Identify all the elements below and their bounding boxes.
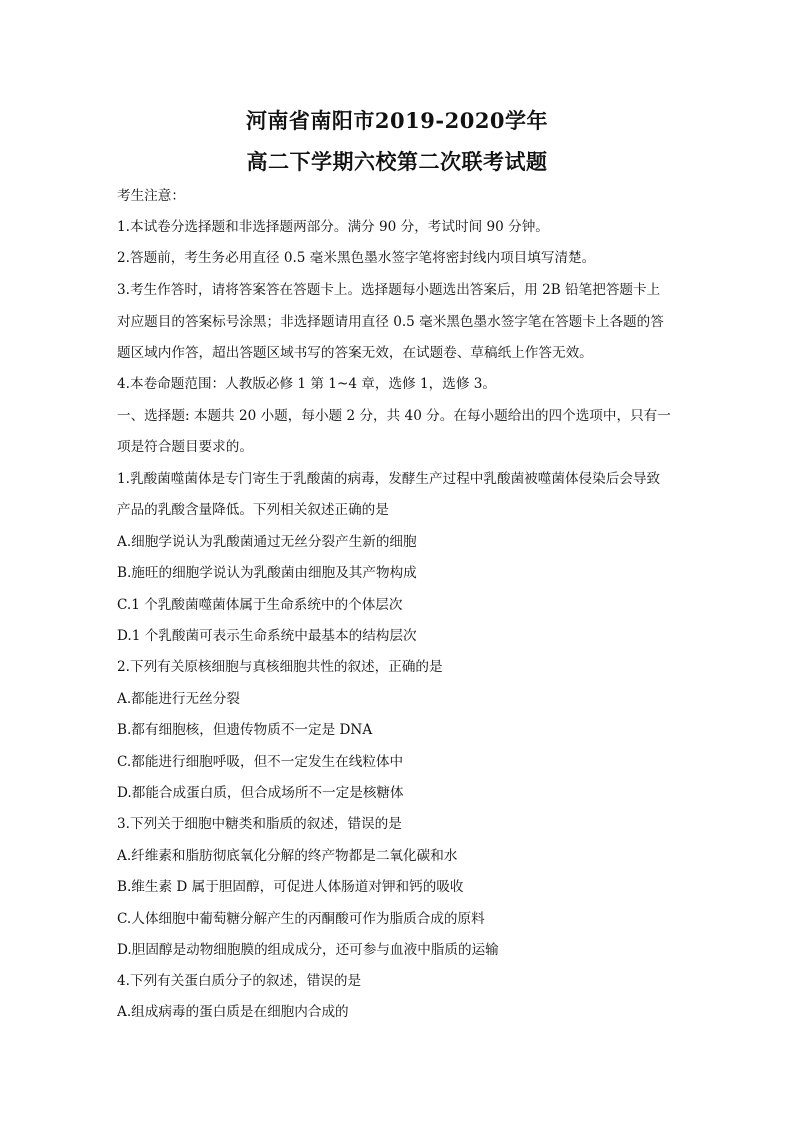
text-line: A.纤维素和脂肪彻底氧化分解的终产物都是二氧化碳和水: [117, 848, 458, 864]
text-line: 3.考生作答时，请将答案答在答题卡上。选择题每小题选出答案后，用 2B 铅笔把答题卡上: [117, 282, 661, 298]
text-line: 一、选择题: 本题共 20 小题，每小题 2 分，共 40 分。在每小题给出的四个选项中，只有一: [117, 408, 671, 424]
text-line: 产品的乳酸含量降低。下列相关叙述正确的是: [117, 502, 389, 518]
title-line-1: 河南省南阳市2019-2020学年: [245, 108, 549, 133]
text-line: A.都能进行无丝分裂: [117, 691, 240, 707]
text-line: 2.下列有关原核细胞与真核细胞共性的叙述，正确的是: [117, 659, 443, 675]
text-line: 对应题目的答案标号涂黑；非选择题请用直径 0.5 毫米黑色墨水签字笔在答题卡上各题的答: [117, 314, 664, 330]
text-line: 3.下列关于细胞中糖类和脂质的叙述，错误的是: [117, 816, 402, 832]
text-line: 2.答题前，考生务必用直径 0.5 毫米黑色墨水签字笔将密封线内项目填写清楚。: [117, 250, 596, 266]
text-line: D.胆固醇是动物细胞膜的组成成分，还可参与血液中脂质的运输: [117, 942, 499, 958]
text-line: 4.本卷命题范围：人教版必修 1 第 1~4 章，选修 1，选修 3。: [117, 376, 496, 392]
text-line: B.施旺的细胞学说认为乳酸菌由细胞及其产物构成: [117, 565, 417, 581]
text-line: 项是符合题目要求的。: [117, 439, 253, 455]
text-line: D.1 个乳酸菌可表示生命系统中最基本的结构层次: [117, 628, 417, 644]
text-line: 4.下列有关蛋白质分子的叙述，错误的是: [117, 973, 362, 989]
text-line: C.都能进行细胞呼吸，但不一定发生在线粒体中: [117, 754, 404, 770]
text-line: 1.乳酸菌噬菌体是专门寄生于乳酸菌的病毒，发酵生产过程中乳酸菌被噬菌体侵染后会导致: [117, 471, 661, 487]
title-line-2: 高二下学期六校第二次联考试题: [246, 149, 548, 174]
text-line: A.细胞学说认为乳酸菌通过无丝分裂产生新的细胞: [117, 534, 417, 550]
text-line: 题区域内作答，超出答题区域书写的答案无效，在试题卷、草稿纸上作答无效。: [117, 345, 593, 361]
text-line: 1.本试卷分选择题和非选择题两部分。满分 90 分，考试时间 90 分钟。: [117, 219, 549, 235]
text-line: B.维生素 D 属于胆固醇，可促进人体肠道对钾和钙的吸收: [117, 879, 464, 895]
text-line: A.组成病毒的蛋白质是在细胞内合成的: [117, 1004, 349, 1020]
text-line: D.都能合成蛋白质，但合成场所不一定是核糖体: [117, 785, 404, 801]
text-line: C.1 个乳酸菌噬菌体属于生命系统中的个体层次: [117, 597, 403, 613]
text-line: C.人体细胞中葡萄糖分解产生的丙酮酸可作为脂质合成的原料: [117, 911, 485, 927]
text-line: 考生注意：: [117, 188, 185, 204]
text-line: B.都有细胞核，但遗传物质不一定是 DNA: [117, 722, 373, 738]
